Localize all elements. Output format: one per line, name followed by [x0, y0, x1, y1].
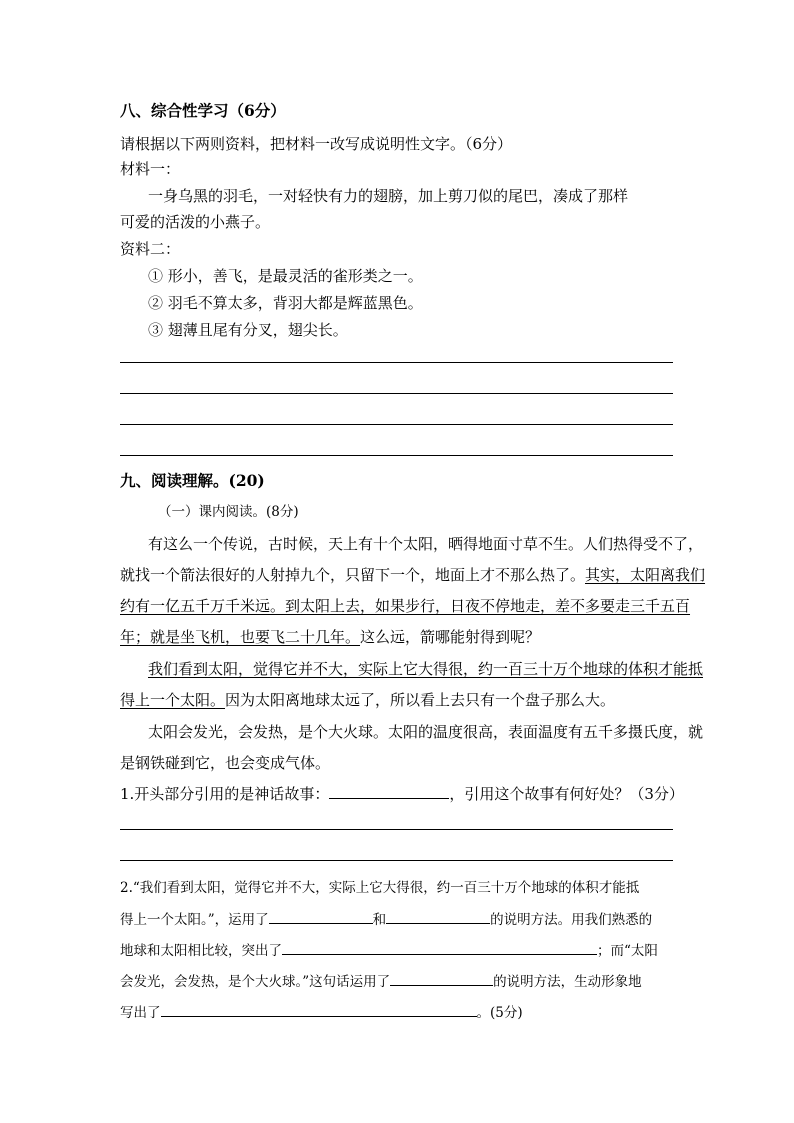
question-text: 得上一个太阳。”，运用了 — [120, 912, 269, 928]
fill-blank[interactable] — [269, 909, 373, 924]
question-2-line-5 — [120, 1002, 523, 1023]
answer-line[interactable] — [120, 860, 673, 861]
fill-blank[interactable] — [282, 940, 597, 955]
material-1-text-line-1: 一身乌黑的羽毛，一对轻快有力的翅膀，加上剪刀似的尾巴，凑成了那样 — [148, 187, 629, 205]
fill-blank[interactable] — [390, 971, 493, 986]
section-9-subtitle: （一）课内阅读。(8分) — [158, 504, 299, 520]
question-text: 写出了 — [120, 1005, 161, 1021]
question-text: 会发光，会发热，是个大火球。”这句话运用了 — [120, 974, 391, 990]
question-2-line-4 — [120, 971, 642, 992]
answer-line[interactable] — [120, 455, 673, 456]
underlined-text: 其实，太阳离我们 — [585, 566, 706, 584]
question-text: ，引用这个故事有何好处？（3分） — [449, 785, 684, 803]
material-2-label: 资料二： — [120, 240, 181, 258]
material-1-label: 材料一： — [120, 160, 181, 178]
material-2-item: ① 形小，善飞，是最灵活的雀形类之一。 — [148, 267, 423, 285]
section-8-prompt: 请根据以下两则资料，把材料一改写成说明性文字。（6分） — [120, 135, 513, 153]
section-8-title: 八、综合性学习（6分） — [120, 101, 286, 120]
passage-text: 这么远，箭哪能射得到呢？ — [360, 628, 541, 646]
answer-line[interactable] — [120, 393, 673, 394]
question-2-line-3 — [120, 940, 658, 961]
passage-p3-line-1: 太阳会发光，会发热，是个大火球。太阳的温度很高，表面温度有五千多摄氏度，就 — [148, 723, 704, 741]
passage-p1-line-4 — [120, 627, 540, 647]
question-text: 1.开头部分引用的是神话故事： — [120, 785, 330, 803]
section-9-title: 九、阅读理解。(20) — [120, 471, 265, 490]
fill-blank[interactable] — [161, 1002, 477, 1017]
question-2-line-1: 2.“我们看到太阳，觉得它并不大，实际上它大得很，约一百三十万个地球的体积才能抵 — [120, 880, 640, 896]
answer-line[interactable] — [120, 424, 673, 425]
question-2-line-2 — [120, 909, 652, 930]
passage-p1-line-2 — [120, 565, 705, 585]
passage-p1-line-3: 约有一亿五千万千米远。到太阳上去，如果步行，日夜不停地走，差不多要走三千五百 — [120, 597, 691, 615]
answer-line[interactable] — [120, 829, 673, 830]
material-2-item: ③ 翅薄且尾有分叉，翅尖长。 — [148, 321, 348, 339]
question-1 — [120, 784, 684, 804]
passage-p2-line-1: 我们看到太阳，觉得它并不大，实际上它大得很，约一百三十万个地球的体积才能抵 — [148, 660, 704, 678]
underlined-text: 年；就是坐飞机，也要飞二十几年。 — [120, 628, 361, 646]
question-text: ；而“太阳 — [597, 943, 658, 959]
material-1-text-line-2: 可爱的活泼的小燕子。 — [120, 213, 271, 231]
fill-blank[interactable] — [386, 909, 490, 924]
answer-line[interactable] — [120, 362, 673, 363]
question-text: 的说明方法。用我们熟悉的 — [490, 912, 653, 928]
passage-text: 因为太阳离地球太远了，所以看上去只有一个盘子那么大。 — [225, 691, 616, 709]
passage-text: 就找一个箭法很好的人射掉九个，只留下一个，地面上才不那么热了。 — [120, 566, 586, 584]
passage-p3-line-2: 是钢铁碰到它，也会变成气体。 — [120, 754, 331, 772]
question-text: 地球和太阳相比较，突出了 — [120, 943, 282, 959]
question-text: 和 — [372, 912, 387, 928]
question-text: 的说明方法，生动形象地 — [493, 974, 642, 990]
underlined-text: 得上一个太阳。 — [120, 691, 226, 709]
passage-p2-line-2 — [120, 690, 615, 710]
fill-blank[interactable] — [329, 784, 449, 799]
material-2-item: ② 羽毛不算太多，背羽大都是辉蓝黑色。 — [148, 294, 423, 312]
question-text: 。(5分) — [476, 1005, 523, 1021]
passage-p1-line-1: 有这么一个传说，古时候，天上有十个太阳，晒得地面寸草不生。人们热得受不了， — [148, 535, 704, 553]
